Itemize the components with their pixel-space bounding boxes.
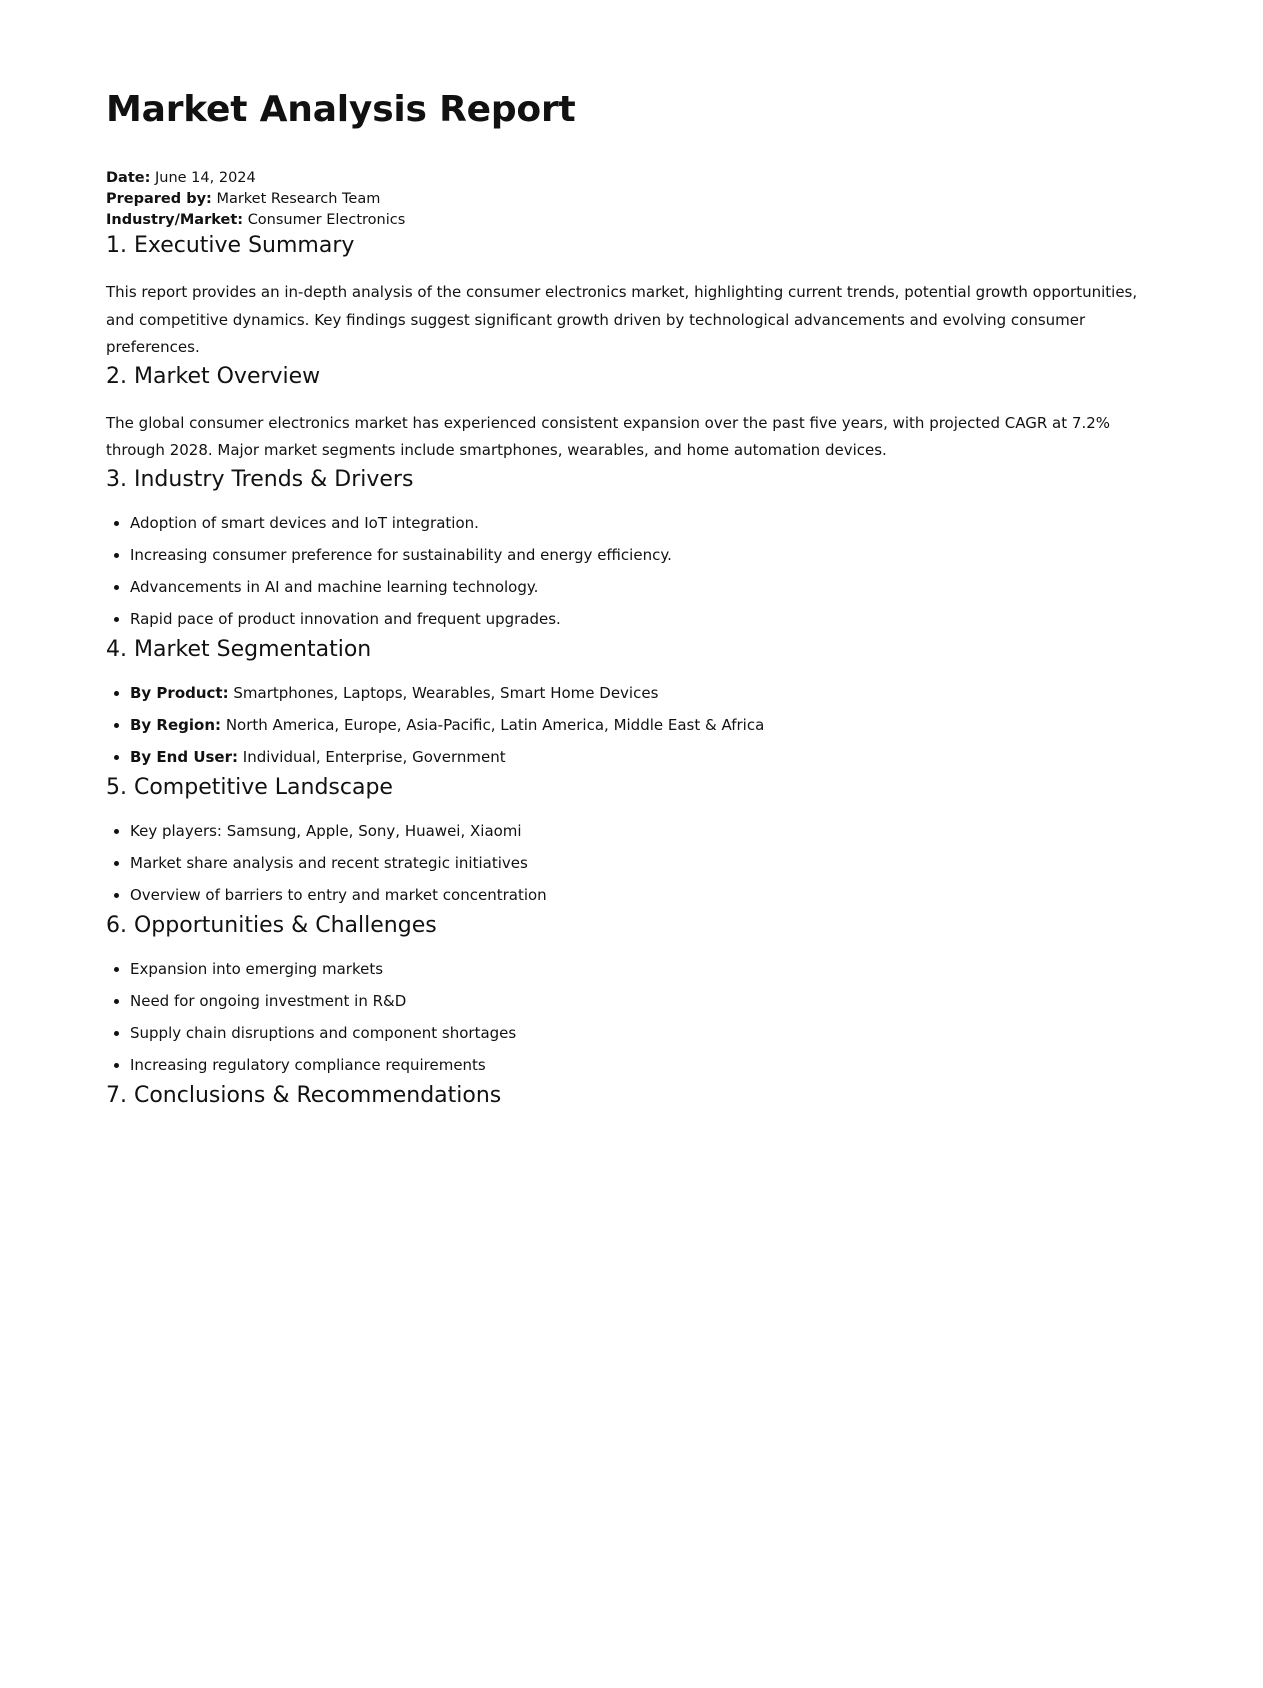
- section-conclusions: [106, 1081, 1163, 1111]
- meta-industry-value: Consumer Electronics: [247, 212, 406, 228]
- list-item: • Market share analysis and recent strategic initiatives: [130, 847, 1163, 879]
- meta-date-label: Date:: [106, 170, 151, 186]
- list-item: • Adoption of smart devices and IoT integration.: [130, 507, 1163, 539]
- list-item: • Supply chain disruptions and component shortages: [130, 1017, 1163, 1049]
- list-item: • Need for ongoing investment in R&D: [130, 985, 1163, 1017]
- page-title: Market Analysis Report: [106, 89, 576, 130]
- bullet-list: [106, 677, 1163, 773]
- section-heading: 2. Market Overview: [106, 363, 321, 389]
- section-heading: 6. Opportunities & Challenges: [106, 912, 437, 938]
- segment-label: By Region:: [130, 715, 222, 734]
- list-item: • Key players: Samsung, Apple, Sony, Huawei, Xiaomi: [130, 815, 1163, 847]
- list-item: [130, 677, 1163, 709]
- section-market-segmentation: [106, 635, 1163, 773]
- meta-industry-label: Industry/Market:: [106, 212, 244, 228]
- list-item: • Rapid pace of product innovation and frequent upgrades.: [130, 603, 1163, 635]
- bullet-list: [106, 815, 1163, 911]
- section-industry-trends: [106, 465, 1163, 635]
- section-heading: 5. Competitive Landscape: [106, 774, 393, 800]
- segment-value: North America, Europe, Asia-Pacific, Latin America, Middle East & Africa: [225, 715, 765, 734]
- meta-date-value: June 14, 2024: [155, 170, 256, 186]
- list-item: • Increasing regulatory compliance requirements: [130, 1049, 1163, 1081]
- meta-prepared-label: Prepared by:: [106, 191, 212, 207]
- list-item: [130, 741, 1163, 773]
- meta-prepared-by: [106, 189, 1163, 210]
- section-body: This report provides an in-depth analysis of the consumer electronics market, highlighting current trends, potential growth opportunities, and competitive dynamics. Key findings suggest significant growth driven by technological advancements and evolving consumer preferences.: [106, 283, 1138, 356]
- list-item: • Advancements in AI and machine learning technology.: [130, 571, 1163, 603]
- meta-industry: [106, 210, 1163, 231]
- section-body: The global consumer electronics market has experienced consistent expansion over the past five years, with projected CAGR at 7.2% through 2028. Major market segments include smartphones, wearables, and home automation devices.: [106, 413, 1111, 459]
- section-opportunities-challenges: [106, 911, 1163, 1081]
- meta-date: [106, 168, 1163, 189]
- report-metadata: [106, 168, 1163, 231]
- list-item: • Expansion into emerging markets: [130, 953, 1163, 985]
- segment-value: Smartphones, Laptops, Wearables, Smart Home Devices: [233, 683, 659, 702]
- section-heading: 4. Market Segmentation: [106, 636, 372, 662]
- segment-label: By Product:: [130, 683, 229, 702]
- section-heading: 1. Executive Summary: [106, 233, 355, 258]
- section-heading: 7. Conclusions & Recommendations: [106, 1082, 502, 1108]
- bullet-list: [106, 507, 1163, 635]
- segment-label: By End User:: [130, 747, 238, 766]
- bullet-list: [106, 953, 1163, 1081]
- meta-prepared-value: Market Research Team: [216, 191, 381, 207]
- segment-value: Individual, Enterprise, Government: [242, 747, 506, 766]
- list-item: • Overview of barriers to entry and market concentration: [130, 879, 1163, 911]
- section-executive-summary: [106, 231, 1163, 362]
- section-heading: 3. Industry Trends & Drivers: [106, 466, 414, 492]
- section-market-overview: [106, 362, 1163, 465]
- list-item: • Increasing consumer preference for sustainability and energy efficiency.: [130, 539, 1163, 571]
- list-item: [130, 709, 1163, 741]
- section-competitive-landscape: [106, 773, 1163, 911]
